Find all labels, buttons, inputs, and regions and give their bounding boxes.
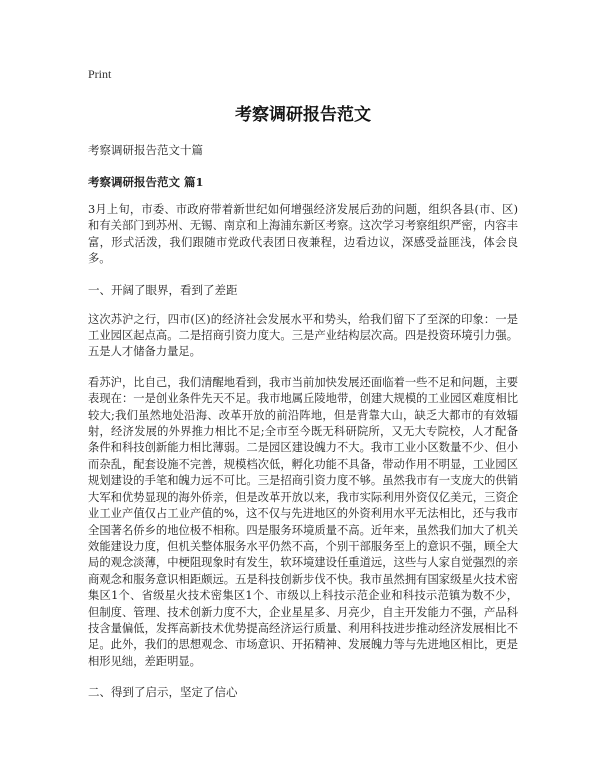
document-subtitle: 考察调研报告范文十篇	[88, 143, 203, 157]
intro-paragraph: 3月上旬，市委、市政府带着新世纪如何增强经济发展后劲的问题，组织各县(市、区)和有关部门到苏州、无锡、南京和上海浦东新区考察。这次学习考察组织严密，内容丰富，形式活泼，我们跟随市党政代表团日夜兼程，边看边议，深感受益匪浅，体会良多。	[88, 203, 518, 266]
impressions-paragraph: 这次苏沪之行，四市(区)的经济社会发展水平和势头，给我们留下了至深的印象：一是工业园区起点高。二是招商引资力度大。三是产业结构层次高。四是投资环境引力强。五是人才储备力量足。	[88, 312, 518, 359]
gaps-paragraph: 看苏沪，比自己，我们清醒地看到，我市当前加快发展还面临着一些不足和问题，主要表现在：一是创业条件先天不足。我市地属丘陵地带，创建大规模的工业园区难度相比较大;我们虽然地处沿海、改革开放的前沿阵地，但是背靠大山，缺乏大都市的有效辐射，经济发展的外界推力相比不足;全市至今既无科研院所，又无大专院校，人才配备条件和科技创新能力相比薄弱。二是园区建设魄力不大。我市工业小区数量不少、但小而杂乱，配套设施不完善，规模档次低，孵化功能不具备，带动作用不明显，工业园区规划建设的手笔和魄力远不可比。三是招商引资力度不够。虽然我市有一支庞大的供销大军和优势显现的海外侨亲，但是改革开放以来，我市实际利用外资仅亿美元，三资企业工业产值仅占工业产值的%，这不仅与先进地区的外资利用水平无法相比，还与我市全国著名侨乡的地位极不相称。四是服务环境质量不高。近年来，虽然我们加大了机关效能建设力度，但机关整体服务水平仍然不高，个别干部服务至上的意识不强，顾全大局的观念淡薄，中梗阻现象时有发生，软环境建设任重道远，这些与人家自觉强烈的亲商观念和服务意识相距颇远。五是科技创新步伐不快。我市虽然拥有国家级星火技术密集区1个、省级星火技术密集区1个、市级以上科技示范企业和科技示范镇为数不少，但制度、管理、技术创新力度不大，企业星星多、月亮少，自主开发能力不强，产品科技含量偏低，发挥高新技术优势提高经济运行质量、利用科技进步推动经济发展相比不足。此外，我们的思想观念、市场意识、开拓精神、发展魄力等与先进地区相比，更是相形见绌，差距明显。	[88, 375, 518, 668]
print-label: Print	[88, 67, 112, 81]
document-page	[88, 66, 518, 714]
page-title: 考察调研报告范文	[235, 105, 371, 125]
subheading-one: 一、开阔了眼界，看到了差距	[88, 282, 238, 297]
section-heading: 考察调研报告范文 篇1	[88, 175, 204, 189]
subheading-two: 二、得到了启示，坚定了信心	[88, 685, 238, 700]
